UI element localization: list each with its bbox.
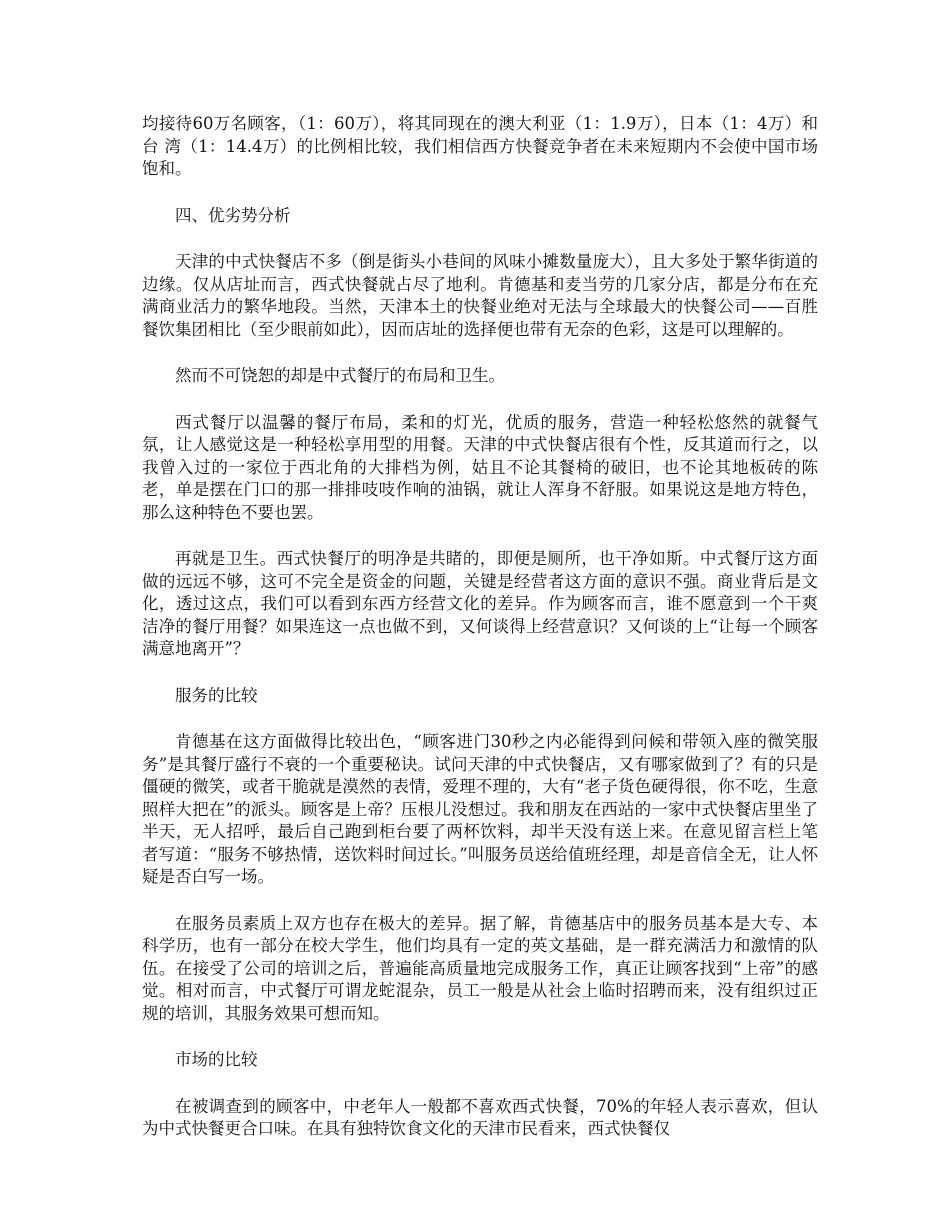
paragraph-layout-hygiene-intro: 然而不可饶恕的却是中式餐厅的布局和卫生。 bbox=[175, 366, 505, 385]
section-heading-market: 市场的比较 bbox=[175, 1050, 258, 1069]
paragraph-service: 肯德基在这方面做得比较出色，“顾客进门30秒之内必能得到问候和带领入座的微笑服务”是其餐厅盛行不衰的一个重要秘诀。试问天津的中式快餐店，又有哪家做到了？有的只是僵硬的微笑，或者干脆就是漠然的表情，爱理不理的，大有“老子货色硬得很，你不吃，生意照样大把在”的派头。顾客是上帝？压根儿没想过。我和朋友在西站的一家中式快餐店里坐了半天，无人招呼，最后自己跑到柜台要了两杯饮料，却半天没有送上来。在意见留言栏上笔者写道：“服务不够热情，送饮料时间过长。”叫服务员送给值班经理，却是音信全无，让人怀疑是否白写一场。 bbox=[142, 732, 818, 886]
paragraph-staff-quality: 在服务员素质上双方也存在极大的差异。据了解，肯德基店中的服务员基本是大专、本科学历，也有一部分在校大学生，他们均具有一定的英文基础，是一群充满活力和激情的队伍。在接受了公司的培训之后，普遍能高质量地完成服务工作，真正让顾客找到“上帝”的感觉。相对而言，中式餐厅可谓龙蛇混杂，员工一般是从社会上临时招聘而来，没有组织过正规的培训，其服务效果可想而知。 bbox=[142, 913, 818, 1023]
document-body bbox=[142, 113, 818, 1165]
paragraph-location: 天津的中式快餐店不多（倒是街头小巷间的风味小摊数量庞大），且大多处于繁华街道的边缘。仅从店址而言，西式快餐就占尽了地利。肯德基和麦当劳的几家分店，都是分布在充满商业活力的繁华地段。当然，天津本土的快餐业绝对无法与全球最大的快餐公司——百胜餐饮集团相比（至少眼前如此），因而店址的选择便也带有无奈的色彩，这是可以理解的。 bbox=[142, 252, 818, 339]
paragraph-market-ratio: 均接待60万名顾客，（1：60万），将其同现在的澳大利亚（1：1.9万），日本（1：4万）和台 湾（1：14.4万）的比例相比较，我们相信西方快餐竞争者在未来短期内不会使中国市场饱和。 bbox=[142, 114, 818, 178]
section-heading-swot: 四、优劣势分析 bbox=[175, 205, 291, 225]
paragraph-market: 在被调查到的顾客中，中老年人一般都不喜欢西式快餐，70%的年轻人表示喜欢，但认为中式快餐更合口味。在具有独特饮食文化的天津市民看来，西式快餐仅 bbox=[142, 1096, 818, 1138]
section-heading-service: 服务的比较 bbox=[175, 685, 258, 705]
paragraph-hygiene: 再就是卫生。西式快餐厅的明净是共睹的，即便是厕所，也干净如斯。中式餐厅这方面做的远远不够，这可不完全是资金的问题，关键是经营者这方面的意识不强。商业背后是文化，透过这点，我们可以看到东西方经营文化的差异。作为顾客而言，谁不愿意到一个干爽洁净的餐厅用餐？如果连这一点也做不到，又何谈得上经营意识？又何谈的上“让每一个顾客满意地离开”？ bbox=[142, 549, 818, 658]
paragraph-layout: 西式餐厅以温馨的餐厅布局，柔和的灯光，优质的服务，营造一种轻松悠然的就餐气氛，让人感觉这是一种轻松享用型的用餐。天津的中式快餐店很有个性，反其道而行之，以我曾入过的一家位于西北角的大排档为例，姑且不论其餐椅的破旧，也不论其地板砖的陈老，单是摆在门口的那一排排吱吱作响的油锅，就让人浑身不舒服。如果说这是地方特色，那么这种特色不要也罢。 bbox=[142, 412, 818, 522]
